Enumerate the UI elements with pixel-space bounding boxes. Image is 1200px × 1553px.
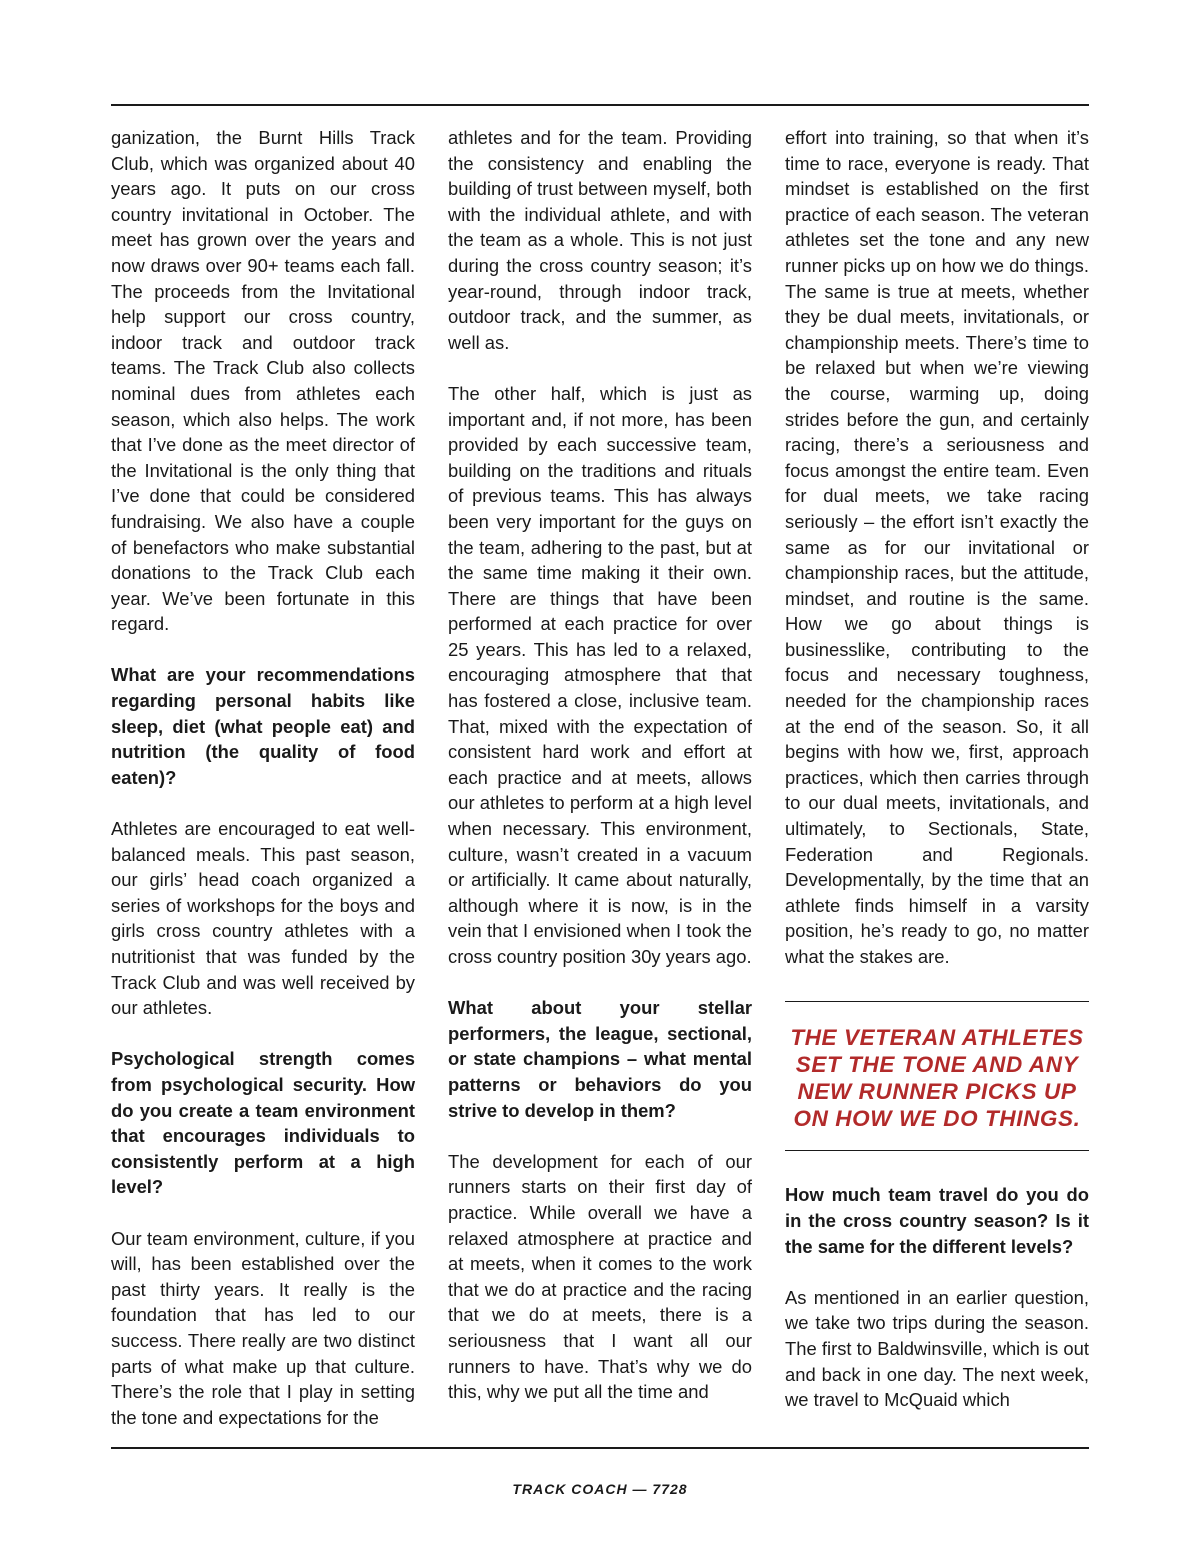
pull-quote: THE VETERAN ATHLETES SET THE TONE AND ANY NEW RUNNER PICKS UP ON HOW WE DO THINGS. xyxy=(790,1024,1084,1132)
interview-question: What are your recommendations regarding personal habits like sleep, diet (what people eat) and nutrition (the quality of food eaten)? xyxy=(111,664,415,788)
body-paragraph: Our team environment, culture, if you will, has been established over the past thirty years. It really is the foundation that has led to our success. There really are two distinct parts of what make up that culture. There’s the role that I play in setting the tone and expectations for the xyxy=(111,1227,415,1428)
body-paragraph: As mentioned in an earlier question, we take two trips during the season. The first to Baldwinsville, which is out and back in one day. The next week, we travel to McQuaid which xyxy=(785,1286,1089,1411)
bottom-rule xyxy=(111,1447,1089,1449)
body-paragraph: The other half, which is just as important and, if not more, has been provided by each successive team, building on the traditions and rituals of previous teams. This has always been very important for the guys on the team, adhering to the past, but at the same time making it their own. There are things that have been performed at each practice for over 25 years. This has led to a relaxed, encouraging atmosphere that that has fostered a close, inclusive team. That, mixed with the expectation of consistent hard work and effort at each practice and at meets, allows our athletes to perform at a high level when necessary. This environment, culture, wasn’t created in a vacuum or artificially. It came about naturally, although where it is now, is in the vein that I envisioned when I took the cross country position 30y years ago. xyxy=(448,382,752,967)
body-paragraph: The development for each of our runners starts on their first day of practice. While overall we have a relaxed atmosphere at practice and at meets, when it comes to the work that we do at practice and the racing that we do at meets, there is a seriousness that I want all our runners to have. That’s why we do this, why we put all the time and xyxy=(448,1150,752,1403)
page-footer: TRACK COACH — 7728 xyxy=(512,1481,688,1497)
column-2 xyxy=(448,125,752,1405)
column-1 xyxy=(111,125,415,1430)
body-paragraph: Athletes are encouraged to eat well-balanced meals. This past season, our girls’ head coach organized a series of workshops for the boys and girls cross country athletes with a nutritionist that was funded by the Track Club and was well received by our athletes. xyxy=(111,818,415,1019)
body-paragraph: ganization, the Burnt Hills Track Club, which was organized about 40 years ago. It puts on our cross country invitational in October. The meet has grown over the years and now draws over 90+ teams each fall. The proceeds from the Invitational help support our cross country, indoor track and outdoor track teams. The Track Club also collects nominal dues from athletes each season, which also helps. The work that I’ve done as the meet director of the Invitational is the only thing that I’ve done that could be considered fundraising. We also have a couple of benefactors who make substantial donations to the Track Club each year. We’ve been fortunate in this regard. xyxy=(111,127,415,635)
top-rule xyxy=(111,104,1089,106)
body-paragraph: athletes and for the team. Providing the consistency and enabling the building of trust between myself, both with the individual athlete, and with the team as a whole. This is not just during the cross country season; it’s year-round, through indoor track, outdoor track, and the summer, as well as. xyxy=(448,127,752,353)
interview-question: What about your stellar performers, the league, sectional, or state champions – what mental patterns or behaviors do you strive to develop in them? xyxy=(448,997,752,1121)
interview-question: Psychological strength comes from psychological security. How do you create a team environment that encourages individuals to consistently perform at a high level? xyxy=(111,1048,415,1198)
interview-question: How much team travel do you do in the cross country season? Is it the same for the different levels? xyxy=(785,1184,1089,1257)
pull-quote-rule-top xyxy=(785,1001,1089,1002)
column-3 xyxy=(785,125,1089,1413)
body-paragraph: effort into training, so that when it’s time to race, everyone is ready. That mindset is established on the first practice of each season. The veteran athletes set the tone and any new runner picks up on how we do things. The same is true at meets, whether they be dual meets, invitationals, or championship meets. There’s time to be relaxed but when we’re viewing the course, warming up, doing strides before the gun, and certainly racing, there’s a seriousness and focus amongst the entire team. Even for dual meets, we take racing seriously – the effort isn’t exactly the same as for our invitational or championship races, but the attitude, mindset, and routine is the same. How we go about things is businesslike, contributing to the focus and necessary toughness, needed for the championship races at the end of the season. So, it all begins with how we, first, approach practices, which then carries through to our dual meets, invitationals, and ultimately, to Sectionals, State, Federation and Regionals. Developmentally, by the time that an athlete finds himself in a varsity position, he’s ready to go, no matter what the stakes are. xyxy=(785,127,1089,967)
